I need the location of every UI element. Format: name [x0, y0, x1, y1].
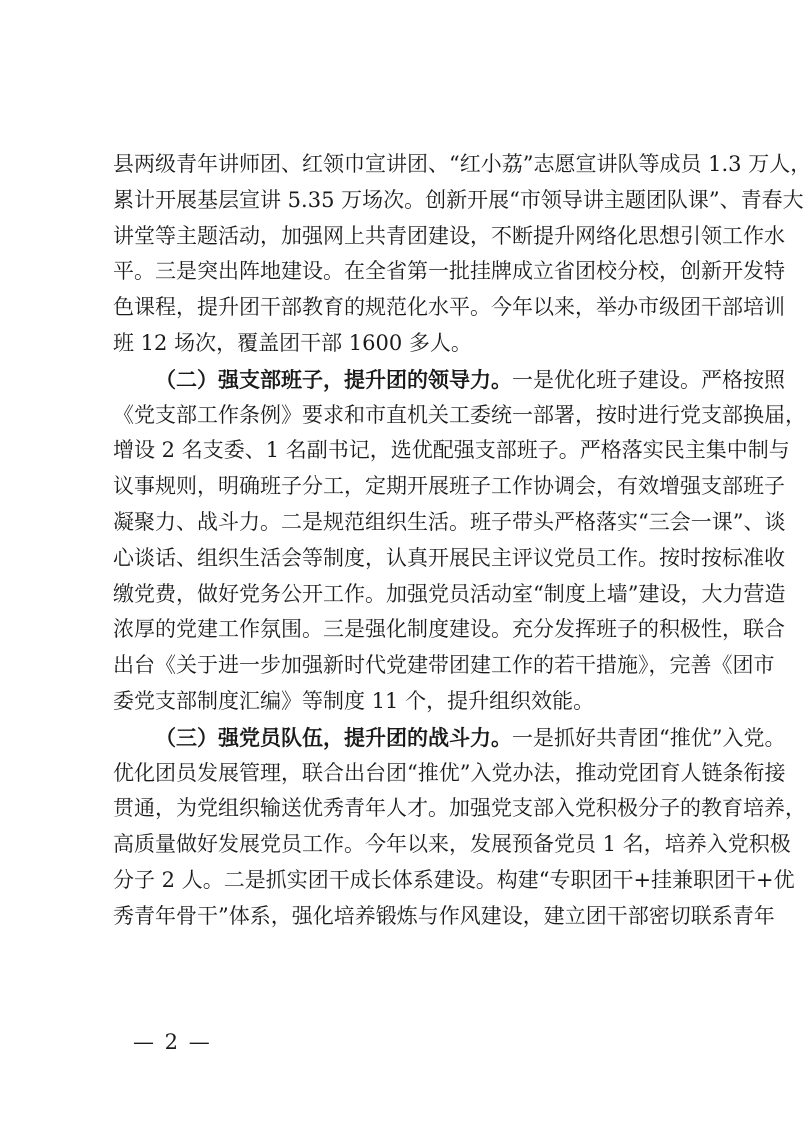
text-line: 优化团员发展管理，联合出台团“推优”入党办法，推动党团育人链条衔接 — [113, 760, 786, 785]
text-line: 高质量做好发展党员工作。今年以来，发展预备党员 1 名，培养入党积极 — [113, 832, 791, 857]
text-line — [113, 720, 786, 756]
text-line: 出台《关于进一步加强新时代党建带团建工作的若干措施》，完善《团市 — [113, 653, 775, 678]
text-line: 增设 2 名支委、1 名副书记，选优配强支部班子。严格落实民主集中制与 — [113, 438, 790, 463]
text-line: 《党支部工作条例》要求和市直机关工委统一部署，按时进行党支部换届， — [113, 402, 806, 427]
text-line: 凝聚力、战斗力。二是规范组织生活。班子带头严格落实“三会一课”、谈 — [113, 509, 786, 534]
text-line: 缴党费，做好党务公开工作。加强党员活动室“制度上墙”建设，大力营造 — [113, 581, 786, 606]
text-run: 一是优化班子建设。严格按照 — [512, 367, 785, 392]
text-line — [113, 362, 785, 398]
section-heading: （三）强党员队伍，提升团的战斗力。 — [155, 724, 512, 750]
text-line: 班 12 场次，覆盖团干部 1600 多人。 — [113, 330, 472, 355]
text-line: 县两级青年讲师团、红领巾宣讲团、“红小荔”志愿宣讲队等成员 1.3 万人， — [113, 152, 811, 176]
text-line: 贯通，为党组织输送优秀青年人才。加强党支部入党积极分子的教育培养， — [113, 796, 806, 821]
paragraph-2 — [113, 362, 806, 720]
page-number: — 2 — — [133, 1030, 212, 1054]
text-run: 一是抓好共青团“推优”入党。 — [512, 725, 786, 750]
text-line: 平。三是突出阵地建设。在全省第一批挂牌成立省团校分校，创新开发特 — [113, 259, 785, 284]
text-line: 色课程，提升团干部教育的规范化水平。今年以来，举办市级团干部培训 — [113, 295, 785, 320]
text-line: 议事规则，明确班子分工，定期开展班子工作协调会，有效增强支部班子 — [113, 474, 785, 499]
text-line: 分子 2 人。二是抓实团干成长体系建设。构建“专职团干+挂兼职团干+优 — [113, 867, 795, 892]
paragraph-3 — [113, 720, 806, 935]
document-body — [113, 147, 811, 935]
text-line: 讲堂等主题活动，加强网上共青团建设，不断提升网络化思想引领工作水 — [113, 223, 785, 248]
text-line: 累计开展基层宣讲 5.35 万场次。创新开展“市领导讲主题团队课”、青春大 — [113, 187, 804, 212]
text-line: 心谈话、组织生活会等制度，认真开展民主评议党员工作。按时按标准收 — [113, 545, 785, 570]
text-line: 秀青年骨干”体系，强化培养锻炼与作风建设，建立团干部密切联系青年 — [113, 903, 775, 928]
text-line: 浓厚的党建工作氛围。三是强化制度建设。充分发挥班子的积极性，联合 — [113, 617, 785, 642]
text-line: 委党支部制度汇编》等制度 11 个，提升组织效能。 — [113, 688, 595, 713]
section-heading: （二）强支部班子，提升团的领导力。 — [155, 366, 512, 392]
paragraph-1 — [113, 147, 811, 362]
